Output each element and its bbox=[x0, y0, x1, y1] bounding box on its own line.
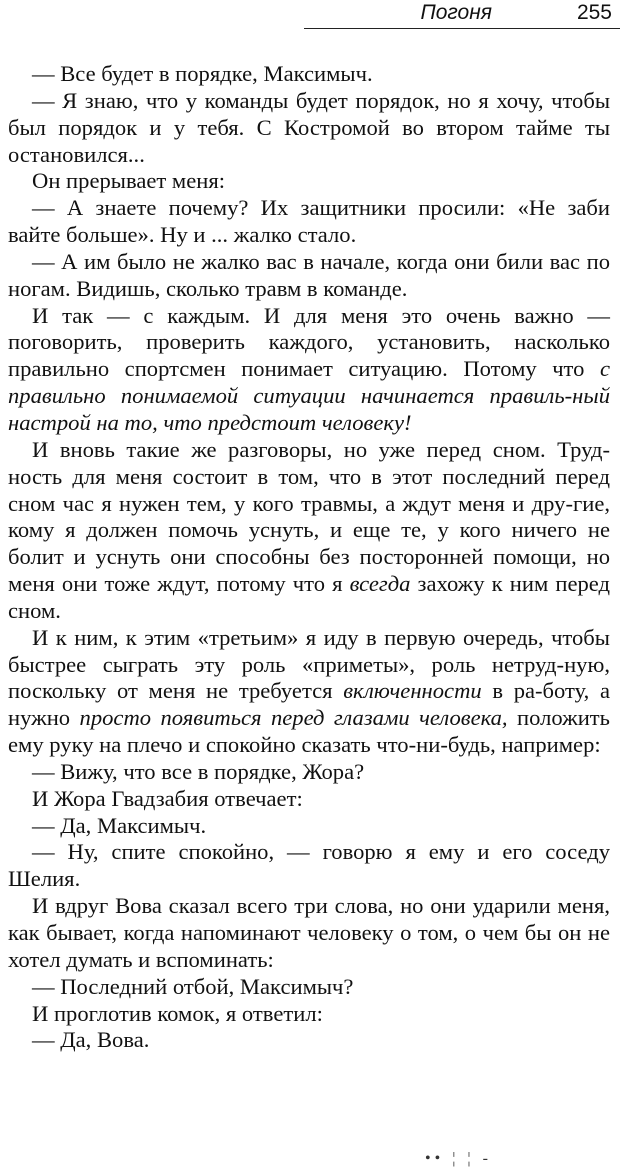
paragraph bbox=[8, 195, 610, 249]
paragraph-text: И вдруг Вова сказал всего три слова, но они ударили меня, как бывает, когда напоминают человеку о том, о чем бы он не хотел думать и вспоминать: bbox=[8, 893, 610, 972]
page-number: 255 bbox=[576, 1, 612, 24]
paragraph-text: Он прерывает меня: bbox=[32, 168, 225, 194]
running-title: Погоня bbox=[420, 1, 492, 24]
paragraph-text: И Жора Гвадзабия отвечает: bbox=[32, 785, 303, 811]
paragraph bbox=[8, 974, 610, 1001]
paragraph bbox=[8, 1027, 610, 1054]
emphasis-text: с правильно понимаемой ситуации начинается правиль-ный настрой на то, что предстоит человеку! bbox=[8, 356, 610, 435]
paragraph bbox=[8, 88, 610, 169]
paragraph bbox=[8, 249, 610, 303]
paragraph-text: — Последний отбой, Максимыч? bbox=[32, 973, 354, 999]
paragraph-text: — Вижу, что все в порядке, Жора? bbox=[32, 758, 365, 784]
paragraph bbox=[8, 437, 610, 625]
paragraph-text: — Да, Максимыч. bbox=[32, 812, 207, 838]
running-header bbox=[0, 0, 620, 40]
paragraph-text: захожу к ним перед сном. bbox=[8, 571, 610, 623]
emphasis-text: всегда bbox=[349, 571, 411, 597]
body-text bbox=[8, 61, 610, 1054]
paragraph bbox=[8, 625, 610, 759]
paragraph bbox=[8, 893, 610, 974]
paragraph-text: — Да, Вова. bbox=[32, 1027, 150, 1053]
paragraph-text: И к ним, к этим «третьим» я иду в первую очередь, чтобы быстрее сыграть эту роль «приметы», роль нетруд-ную, поскольку от меня не требуется bbox=[8, 624, 610, 704]
paragraph-text: — Я знаю, что у команды будет порядок, но я хочу, чтобы был порядок и у тебя. С Костромой во втором тайме ты остановился... bbox=[8, 87, 610, 167]
paragraph-text: в ра-боту, а нужно bbox=[8, 678, 610, 731]
emphasis-text: просто появиться перед глазами человека, bbox=[79, 705, 508, 731]
paragraph bbox=[8, 813, 610, 840]
paragraph-text: положить ему руку на плечо и спокойно сказать что-ни-будь, например: bbox=[8, 705, 610, 758]
emphasis-text: включенности bbox=[343, 678, 482, 704]
paragraph bbox=[8, 839, 610, 893]
paragraph-text: — А знаете почему? Их защитники просили: «Не заби вайте больше». Ну и ... жалко стало. bbox=[8, 195, 610, 248]
paragraph-text: — Все будет в порядке, Максимыч. bbox=[32, 61, 373, 86]
footer-marks: •• ¦ ¦ - bbox=[425, 1150, 492, 1167]
paragraph bbox=[8, 303, 610, 437]
paragraph-text: И так — с каждым. И для меня это очень важно — поговорить, проверить каждого, установить, насколько правильно спортсмен понимает ситуацию. Потому что bbox=[8, 302, 610, 382]
paragraph-text: И вновь такие же разговоры, но уже перед сном. Труд-ность для меня состоит в том, что в этот последний перед сном час я нужен тем, у кого травмы, а ждут меня и дру-гие, кому я должен помочь уснуть, и еще те, у кого ничего не болит и уснуть они способны без посторонней помощи, но меня они тоже ждут, потому что я bbox=[8, 436, 610, 597]
paragraph bbox=[8, 786, 610, 813]
paragraph-text: — А им было не жалко вас в начале, когда они били вас по ногам. Видишь, сколько травм в команде. bbox=[8, 248, 610, 301]
paragraph bbox=[8, 168, 610, 195]
header-rule bbox=[304, 28, 620, 29]
paragraph bbox=[8, 759, 610, 786]
paragraph bbox=[8, 1001, 610, 1028]
paragraph bbox=[8, 61, 610, 88]
paragraph-text: — Ну, спите спокойно, — говорю я ему и его соседу Шелия. bbox=[8, 839, 610, 892]
paragraph-text: И проглотив комок, я ответил: bbox=[32, 1000, 323, 1026]
